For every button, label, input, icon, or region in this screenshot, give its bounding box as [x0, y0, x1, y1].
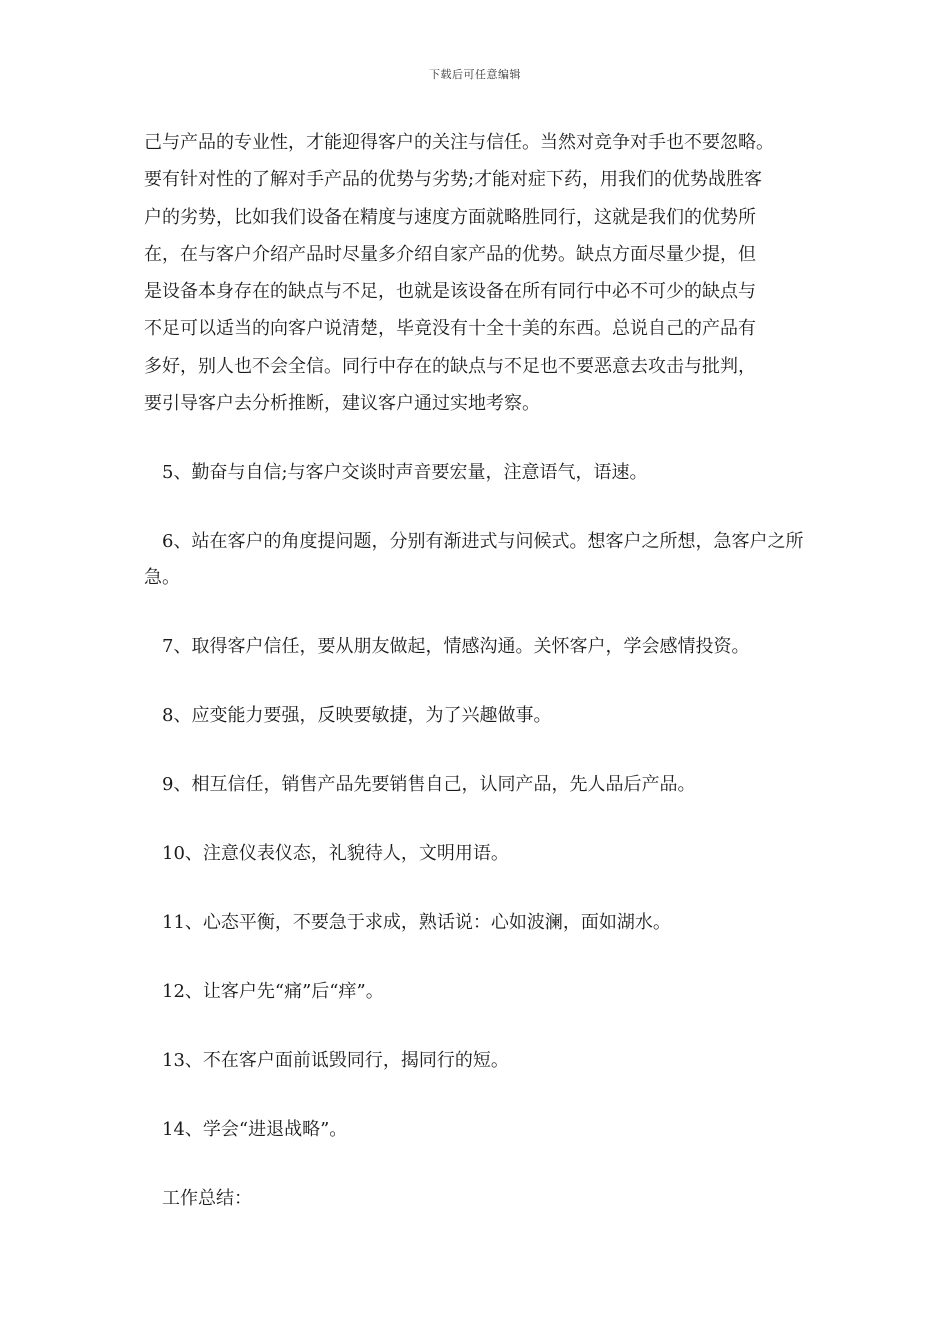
lead-line: 要有针对性的了解对手产品的优势与劣势;才能对症下药，用我们的优势战胜客: [144, 169, 763, 191]
lead-line: 是设备本身存在的缺点与不足，也就是该设备在所有同行中必不可少的缺点与: [144, 281, 756, 303]
list-item-9: 9、相互信任，销售产品先要销售自己，认同产品，先人品后产品。: [162, 774, 696, 796]
lead-line: 不足可以适当的向客户说清楚，毕竟没有十全十美的东西。总说自己的产品有: [144, 318, 756, 340]
list-item-10: 10、注意仪表仪态，礼貌待人，文明用语。: [162, 843, 509, 865]
list-item-12: 12、让客户先“痛”后“痒”。: [162, 981, 384, 1003]
lead-line: 要引导客户去分析推断，建议客户通过实地考察。: [144, 393, 540, 415]
document-body: [144, 124, 810, 1217]
list-item-11: 11、心态平衡，不要急于求成，熟话说：心如波澜，面如湖水。: [162, 912, 671, 934]
lead-line: 多好，别人也不会全信。同行中存在的缺点与不足也不要恶意去攻击与批判，: [144, 355, 756, 377]
list-item-14: 14、学会“进退战略”。: [162, 1119, 348, 1141]
lead-paragraph: [144, 124, 810, 422]
list-item-13: 13、不在客户面前诋毁同行，揭同行的短。: [162, 1050, 509, 1072]
list-item-8: 8、应变能力要强，反映要敏捷，为了兴趣做事。: [162, 705, 552, 727]
section-heading-work-summary: 工作总结：: [162, 1188, 252, 1210]
list-item-6: 6、站在客户的角度提问题，分别有渐进式与问候式。想客户之所想，急客户之所急。: [144, 531, 804, 589]
lead-line: 户的劣势，比如我们设备在精度与速度方面就略胜同行，这就是我们的优势所: [144, 206, 756, 228]
list-item-7: 7、取得客户信任，要从朋友做起，情感沟通。关怀客户，学会感情投资。: [162, 636, 750, 658]
lead-line: 在，在与客户介绍产品时尽量多介绍自家产品的优势。缺点方面尽量少提，但: [144, 243, 756, 265]
page-header: 下载后可任意编辑: [429, 68, 521, 81]
list-item-5: 5、勤奋与自信;与客户交谈时声音要宏量，注意语气，语速。: [162, 462, 648, 484]
lead-line: 己与产品的专业性，才能迎得客户的关注与信任。当然对竞争对手也不要忽略。: [144, 132, 774, 153]
